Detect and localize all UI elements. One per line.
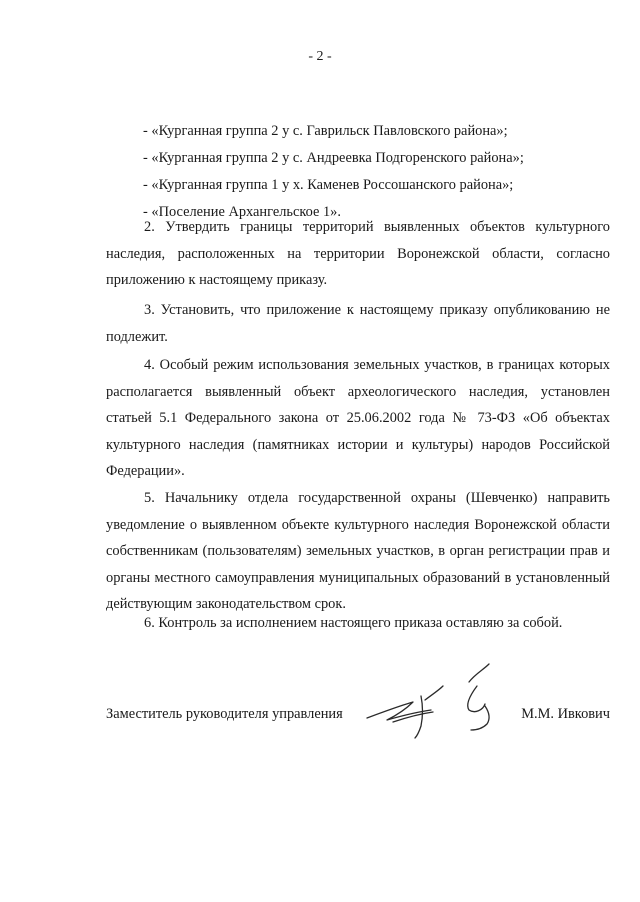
handwritten-signature	[365, 660, 505, 740]
list-item: - «Курганная группа 2 у с. Гаврильск Павловского района»;	[143, 123, 508, 139]
paragraph-land-use-regime: 4. Особый режим использования земельных участков, в границах которых располагается выявленный объект археологического наследия, установлен статьей 5.1 Федерального закона от 25.06.2002 года № 73-ФЗ «Об объектах культурного наследия (памятниках истории и культуры) народов Российской Федерации».	[106, 357, 610, 479]
page-number: - 2 -	[308, 49, 332, 64]
signatory-name: М.М. Ивкович	[521, 706, 610, 722]
list-item: - «Поселение Архангельское 1».	[143, 204, 341, 220]
list-item: - «Курганная группа 1 у х. Каменев Россошанского района»;	[143, 177, 514, 193]
paragraph-control: 6. Контроль за исполнением настоящего приказа оставляю за собой.	[144, 615, 563, 631]
list-item: - «Курганная группа 2 у с. Андреевка Подгоренского района»;	[143, 150, 524, 166]
paragraph-approve-boundaries: 2. Утвердить границы территорий выявленных объектов культурного наследия, расположенных на территории Воронежской области, согласно приложению к настоящему приказу.	[106, 219, 610, 288]
paragraph-no-publication: 3. Установить, что приложение к настоящему приказу опубликованию не подлежит.	[106, 302, 610, 345]
signatory-title: Заместитель руководителя управления	[106, 706, 343, 722]
paragraph-notification: 5. Начальнику отдела государственной охраны (Шевченко) направить уведомление о выявленном объекте культурного наследия Воронежской области собственникам (пользователям) земельных участков, в орган регистрации прав и органы местного самоуправления муниципальных образований в установленный действующим законодательством срок.	[106, 490, 610, 612]
